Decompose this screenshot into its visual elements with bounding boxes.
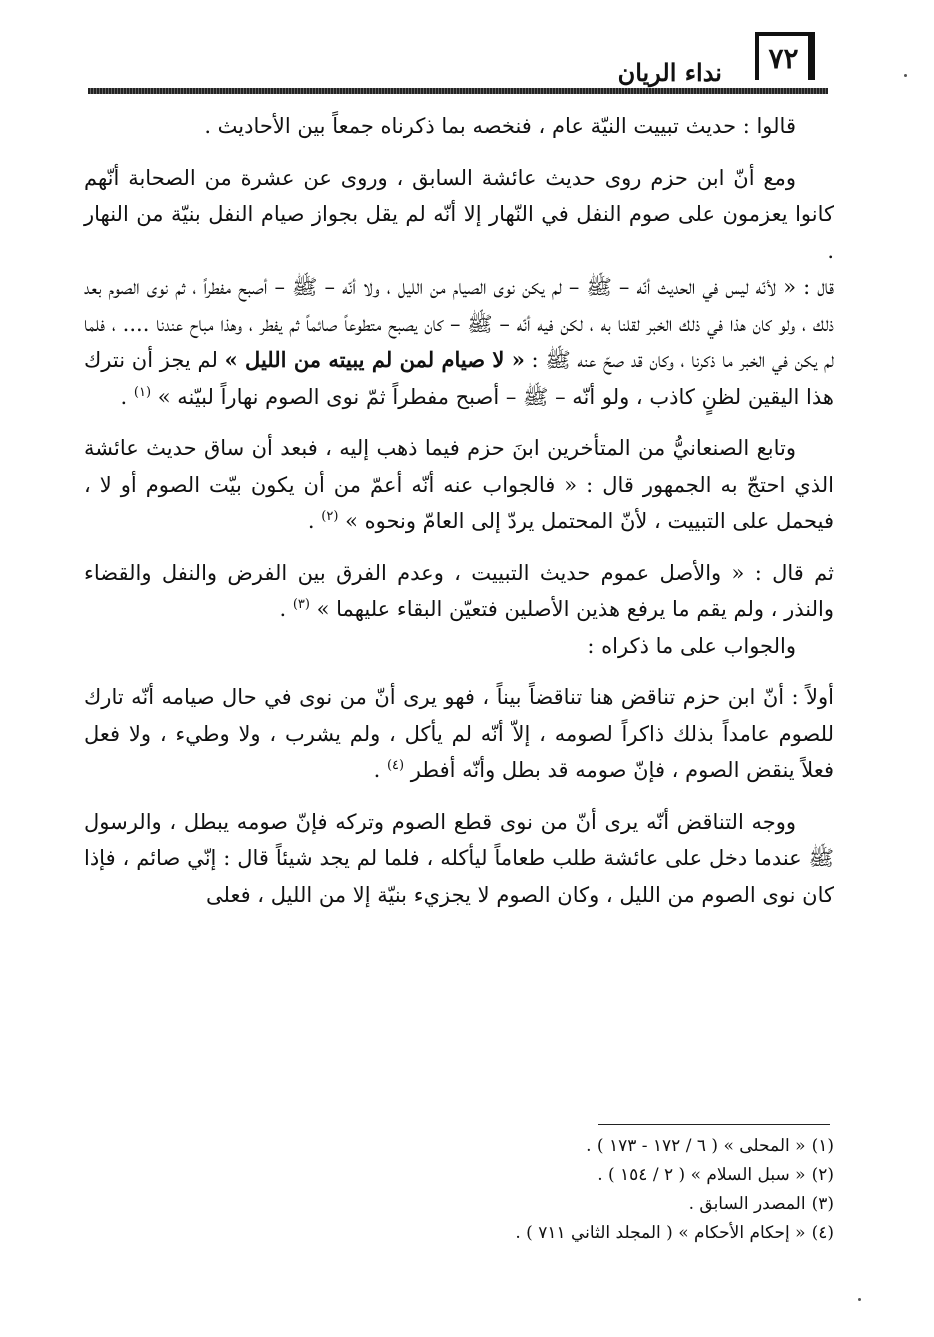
footnote-number: (٤) (811, 1223, 834, 1243)
paragraph-text: ثم قال : « والأصل عموم حديث التبييت ، وعدم الفرق بين الفرض والنفل والقضاء والنذر ، ولم يقم ما يرفع هذين الأصلين فتعيّن البقاء عليهما » (84, 560, 834, 621)
footnote-text: « المحلى » ( ٦ / ١٧٢ - ١٧٣ ) . (586, 1136, 806, 1156)
paragraph-text: أولاً : أنّ ابن حزم تناقض هنا تناقضاً بيناً ، فهو يرى أنّ من نوى في حال صيامه أنّه تارك للصوم عامداً بذلك ذاكراً لصومه ، إلاّ أنّه لم يأكل ، ولم يشرب ، ولا وطيء ، ولا فعل فعلاً ينقض الصوم ، فإنّ صومه قد بطل وأنّه أفطر (84, 685, 834, 782)
paragraph-text: قال : « لأنّه ليس في الحديث أنّه – ﷺ – لم يكن نوى الصيام من الليل ، ولا أنّه – ﷺ – أصبح مفطراً ، ثم نوى الصوم بعد ذلك ، ولو كان هذا في ذلك الخبر لقلنا به ، لكن فيه أنّه – ﷺ – كان يصبح متطوعاً صائماً ثم يفطر ، وهذا مباح عندنا .... ، فلما لم يكن في الخبر ما ذكرنا ، وكان قد صحّ عنه ﷺ : (84, 275, 835, 372)
page-number: ٧٢ (768, 41, 799, 75)
paragraph-text: قالوا : حديث تبييت النيّة عام ، فنخصه بما ذكرناه جمعاً بين الأحاديث . (204, 114, 796, 138)
footnote-number: (١) (811, 1136, 834, 1156)
footnote (84, 1190, 834, 1219)
paragraph-end: . (373, 758, 387, 782)
footnote-rule (598, 1124, 830, 1125)
scan-speck (858, 1298, 861, 1301)
paragraph (84, 160, 834, 270)
header-rule (88, 88, 828, 94)
paragraph-quote (84, 269, 834, 415)
paragraph-end: . (307, 509, 322, 533)
footnote-ref: (٢) (321, 509, 339, 524)
footnote (84, 1161, 834, 1190)
hadith-quote: « لا صيام لمن لم يبيته من الليل » (224, 347, 525, 372)
paragraph (84, 628, 834, 665)
paragraph-end: . (120, 384, 134, 409)
paragraph (84, 804, 834, 914)
footnote-number: (٣) (811, 1194, 834, 1214)
paragraph (84, 555, 834, 628)
paragraph-end: . (279, 597, 293, 621)
footnote (84, 1219, 834, 1248)
footnote-ref: (١) (133, 384, 152, 400)
footnote-ref: (٤) (386, 758, 405, 773)
footnotes (84, 1132, 834, 1248)
footnote (84, 1132, 834, 1161)
paragraph-text: ومع أنّ ابن حزم روى حديث عائشة السابق ، وروى عن عشرة من الصحابة أنّهم كانوا يعزمون على صوم النفل في النّهار إلا أنّه لم يقل بجواز صيام النفل بنيّة من النهار . (84, 165, 834, 263)
body-text (84, 108, 834, 913)
paragraph (84, 108, 834, 145)
footnote-text: المصدر السابق . (688, 1194, 806, 1214)
paragraph-text: وتابع الصنعانيُّ من المتأخرين ابنَ حزم فيما ذهب إليه ، فبعد أن ساق حديث عائشة الذي احتجّ به الجمهور قال : « فالجواب عنه أنّه أعمّ من أن يكون بيّت الصوم أو لا ، فيحمل على التبييت ، لأنّ المحتمل يردّ إلى العامّ ونحوه » (84, 436, 834, 533)
footnote-text: « سبل السلام » ( ٢ / ١٥٤ ) . (597, 1165, 806, 1185)
footnote-ref: (٣) (292, 597, 310, 612)
page-number-box (755, 32, 815, 80)
running-title: نداء الريان (617, 58, 722, 87)
paragraph-text: ووجه التناقض أنّه يرى أنّ من نوى قطع الصوم وتركه فإنّ صومه يبطل ، والرسول ﷺ عندما دخل على عائشة طلب طعاماً ليأكله ، فلما لم يجد شيئاً قال : إنّي صائم ، فإذا كان نوى الصوم من الليل ، وكان الصوم لا يجزيء بنيّة إلا من الليل ، فعلى (84, 809, 834, 907)
scan-speck (904, 74, 907, 77)
paragraph (84, 679, 834, 789)
footnote-text: « إحكام الأحكام » ( المجلد الثاني ٧١١ ) . (515, 1223, 806, 1243)
paragraph-text: والجواب على ما ذكراه : (587, 633, 796, 658)
paragraph (84, 430, 834, 540)
footnote-number: (٢) (811, 1165, 834, 1185)
paragraph-text: لم يجز أن نترك هذا اليقين لظنٍ كاذب ، ولو أنّه – ﷺ – أصبح مفطراً ثمّ نوى الصوم نهاراً لبيّنه » (84, 348, 834, 409)
